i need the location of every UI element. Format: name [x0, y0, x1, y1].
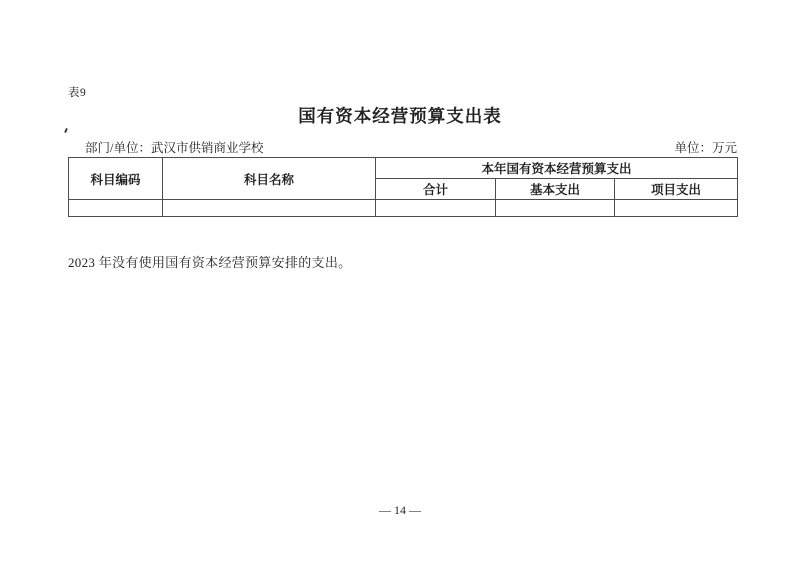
budget-expenditure-table [68, 157, 738, 217]
table-cell-total [376, 200, 496, 217]
table-header-row-1 [69, 158, 738, 179]
column-header-subject-code: 科目编码 [69, 158, 163, 200]
column-header-subject-name: 科目名称 [163, 158, 376, 200]
scan-artifact-mark [64, 128, 68, 133]
table-cell-basic [496, 200, 615, 217]
table-cell-project [615, 200, 738, 217]
page-title: 国有资本经营预算支出表 [298, 106, 502, 126]
table-meta-row [68, 138, 737, 156]
page-number: — 14 — [379, 503, 421, 517]
column-header-basic-expenditure: 基本支出 [496, 179, 615, 200]
no-expenditure-note: 2023 年没有使用国有资本经营预算安排的支出。 [68, 255, 352, 270]
column-header-total: 合计 [376, 179, 496, 200]
table-number-label: 表9 [68, 87, 87, 99]
currency-unit-label: 单位：万元 [674, 141, 737, 155]
table-cell-subject-name [163, 200, 376, 217]
table-row [69, 200, 738, 217]
table-cell-subject-code [69, 200, 163, 217]
department-unit-label: 部门/单位：武汉市供销商业学校 [85, 141, 264, 155]
column-header-year-budget-span: 本年国有资本经营预算支出 [376, 158, 738, 179]
column-header-project-expenditure: 项目支出 [615, 179, 738, 200]
